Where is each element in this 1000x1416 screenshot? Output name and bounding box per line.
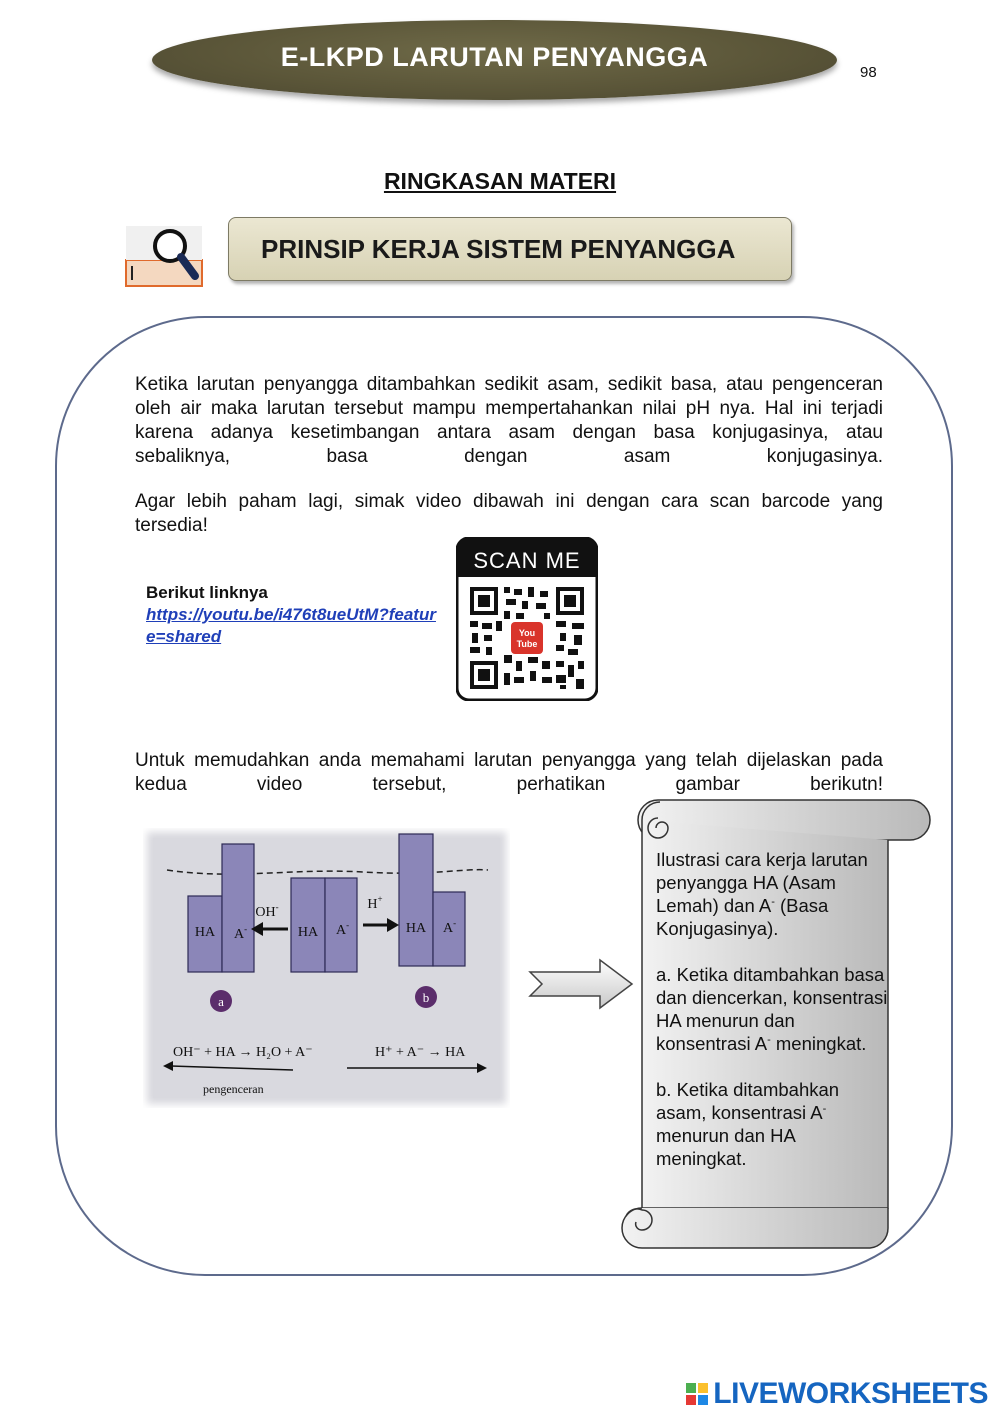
marker-a: a (218, 994, 224, 1009)
equation-left: OH⁻ + HA → H₂O + A⁻ (173, 1045, 313, 1060)
qr-caption: SCAN ME (473, 548, 581, 573)
paragraph-intro: Ketika larutan penyangga ditambahkan sedikit asam, sedikit basa, atau pengenceran oleh air maka larutan tersebut mampu mempertahankan nilai pH nya. Hal ini terjadi karena adanya kesetimbangan antara asam dengan basa konjugasinya, atau sebaliknya, basa dengan asam konjugasinya. (135, 374, 883, 467)
label-aminus-b: A- (443, 918, 457, 936)
buffer-diagram (143, 828, 510, 1108)
scroll-text (656, 848, 888, 1193)
brand-name: LIVEWORKSHEETS (713, 1377, 988, 1410)
label-aminus-a: A- (234, 924, 248, 942)
section-heading (0, 168, 1000, 195)
liveworksheets-icon (685, 1382, 709, 1406)
section-title: RINGKASAN MATERI (383, 168, 617, 194)
magnifier-icon (124, 224, 204, 288)
page-number: 98 (860, 64, 877, 81)
scroll-intro: Ilustrasi cara kerja larutan penyangga HA (Asam Lemah) dan A- (Basa Konjugasinya). (656, 849, 868, 939)
scroll-point-a: a. Ketika ditambahkan basa dan diencerkan, konsentrasi HA menurun dan konsentrasi A- meningkat. (656, 964, 888, 1054)
equation-right: H⁺ + A⁻ → HA (375, 1045, 466, 1060)
qr-logo-line1: You (518, 628, 536, 638)
label-aminus-mid: A- (336, 920, 350, 938)
qr-logo-line2: Tube (516, 639, 538, 649)
link-label: Berikut linknya (146, 583, 268, 602)
document-title: E-LKPD LARUTAN PENYANGGA (280, 42, 709, 72)
label-ha-b: HA (405, 921, 427, 936)
label-ha-mid: HA (297, 925, 319, 940)
header-banner (152, 20, 837, 100)
paragraph-video: Agar lebih paham lagi, simak video dibawah ini dengan cara scan barcode yang tersedia! (135, 491, 883, 536)
label-oh: OH- (255, 902, 279, 920)
qr-code[interactable] (456, 537, 598, 701)
paragraph-figure: Untuk memudahkan anda memahami larutan penyangga yang telah dijelaskan pada kedua video tersebut, perhatikan gambar berikutn! (135, 750, 883, 795)
subtitle: PRINSIP KERJA SISTEM PENYANGGA (261, 234, 736, 264)
label-ha-a: HA (194, 925, 216, 940)
brand-logo[interactable] (685, 1376, 988, 1412)
video-link[interactable]: https://youtu.be/i476t8ueUtM?feature=shared (146, 605, 436, 646)
label-h: H+ (367, 894, 383, 912)
marker-b: b (422, 990, 430, 1005)
scroll-point-b: b. Ketika ditambahkan asam, konsentrasi A- menurun dan HA meningkat. (656, 1079, 840, 1169)
dilution-label: pengenceran (203, 1082, 264, 1096)
subtitle-box (228, 217, 792, 281)
